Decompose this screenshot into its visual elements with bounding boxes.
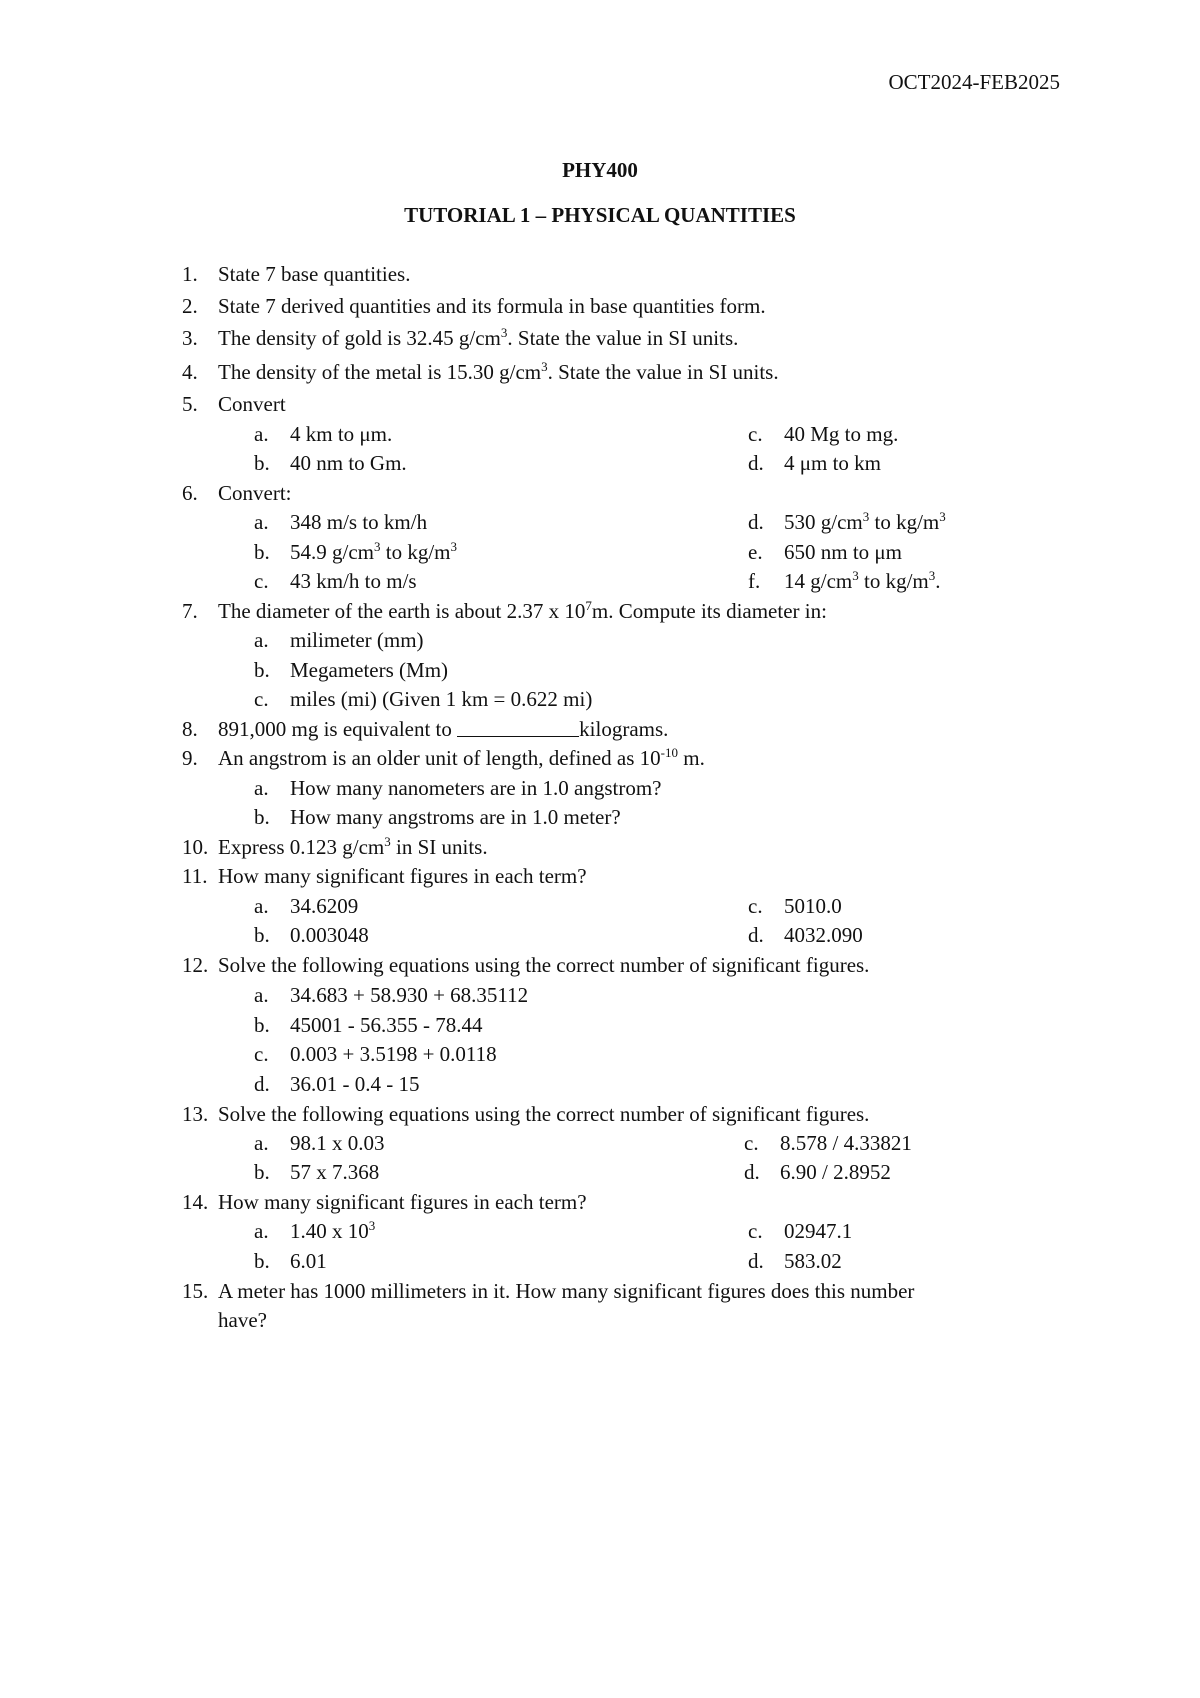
sub-item-12b — [254, 1013, 483, 1038]
sub-text: How many angstroms are in 1.0 meter? — [290, 805, 621, 829]
sub-letter: d. — [744, 1160, 760, 1184]
sub-text: 98.1 x 0.03 — [290, 1131, 385, 1155]
sub-item-12c — [254, 1042, 497, 1067]
sub-letter: b. — [254, 1160, 270, 1184]
sub-letter: c. — [744, 1131, 759, 1155]
sub-item-5d — [748, 451, 881, 476]
question-12 — [182, 953, 869, 978]
sub-text: 34.6209 — [290, 894, 359, 918]
question-number: 7. — [182, 599, 198, 623]
answer-blank — [457, 718, 579, 737]
superscript: 3 — [450, 539, 458, 554]
sub-letter: a. — [254, 776, 269, 800]
sub-item-5c — [748, 422, 898, 447]
question-number: 11. — [182, 864, 208, 888]
question-number: 1. — [182, 262, 198, 286]
question-1 — [182, 262, 410, 287]
question-number: 3. — [182, 326, 198, 350]
superscript: 3 — [928, 568, 936, 583]
question-text: kilograms. — [579, 717, 669, 741]
sub-letter: a. — [254, 1131, 269, 1155]
sub-item-6a — [254, 510, 427, 535]
question-9 — [182, 746, 705, 771]
question-11 — [182, 864, 587, 889]
superscript: 3 — [541, 359, 548, 374]
question-text: Solve the following equations using the correct number of significant figures. — [218, 953, 870, 977]
sub-letter: a. — [254, 1219, 269, 1243]
sub-text: 40 nm to Gm. — [290, 451, 407, 475]
sub-item-14a — [254, 1219, 375, 1244]
sub-letter: e. — [748, 540, 763, 564]
sub-item-6d — [748, 510, 946, 535]
sub-text: 54.9 g/cm — [290, 540, 374, 564]
sub-letter: c. — [748, 894, 763, 918]
sub-text: 57 x 7.368 — [290, 1160, 380, 1184]
sub-text: 650 nm to μm — [784, 540, 903, 564]
question-5 — [182, 392, 286, 417]
tutorial-title: TUTORIAL 1 – PHYSICAL QUANTITIES — [404, 203, 796, 227]
sub-text: 8.578 / 4.33821 — [780, 1131, 912, 1155]
sub-letter: b. — [254, 1249, 270, 1273]
question-number: 6. — [182, 481, 198, 505]
question-number: 15. — [182, 1279, 209, 1303]
question-text: How many significant figures in each term? — [218, 864, 587, 888]
sub-item-5b — [254, 451, 407, 476]
question-15 — [182, 1279, 914, 1304]
sub-letter: b. — [254, 805, 270, 829]
sub-letter: b. — [254, 923, 270, 947]
sub-text: 6.90 / 2.8952 — [780, 1160, 891, 1184]
sub-text: 348 m/s to km/h — [290, 510, 428, 534]
sub-letter: f. — [748, 569, 761, 593]
sub-text: 1.40 x 10 — [290, 1219, 369, 1243]
sub-letter: d. — [748, 510, 764, 534]
sub-item-14b — [254, 1249, 327, 1274]
course-code: PHY400 — [562, 158, 638, 182]
question-text: The density of the metal is 15.30 g/cm — [218, 360, 542, 384]
question-text: The density of gold is 32.45 g/cm — [218, 326, 501, 350]
sub-letter: a. — [254, 422, 269, 446]
sub-letter: d. — [254, 1072, 270, 1096]
superscript: 3 — [384, 834, 391, 849]
sub-item-13c — [744, 1131, 912, 1156]
question-text: An angstrom is an older unit of length, defined as 10 — [218, 746, 661, 770]
sub-item-6b — [254, 540, 457, 565]
sub-item-11b — [254, 923, 369, 948]
sub-letter: c. — [748, 1219, 763, 1243]
question-text: A meter has 1000 millimeters in it. How many significant figures does this number — [218, 1279, 915, 1303]
sub-letter: b. — [254, 540, 270, 564]
question-number: 13. — [182, 1102, 209, 1126]
sub-item-11a — [254, 894, 358, 919]
question-text: How many significant figures in each term? — [218, 1190, 587, 1214]
sub-text: 583.02 — [784, 1249, 842, 1273]
sub-item-12a — [254, 983, 528, 1008]
sub-text: 45001 - 56.355 - 78.44 — [290, 1013, 483, 1037]
sub-text: 4 km to μm. — [290, 422, 393, 446]
question-10 — [182, 835, 488, 860]
sub-text: 530 g/cm — [784, 510, 863, 534]
superscript: 3 — [374, 539, 381, 554]
superscript: 3 — [862, 509, 870, 524]
question-text: Solve the following equations using the correct number of significant figures. — [218, 1102, 870, 1126]
sub-text: 6.01 — [290, 1249, 327, 1273]
sub-item-12d — [254, 1072, 420, 1097]
sub-letter: a. — [254, 894, 269, 918]
superscript: 7 — [585, 598, 592, 613]
sub-text: 4032.090 — [784, 923, 863, 947]
superscript: 3 — [852, 568, 859, 583]
superscript: 3 — [500, 325, 508, 340]
question-14 — [182, 1190, 587, 1215]
question-4 — [182, 360, 779, 385]
sub-item-6e — [748, 540, 902, 565]
sub-item-14d — [748, 1249, 842, 1274]
sub-text: 5010.0 — [784, 894, 842, 918]
sub-text: 36.01 - 0.4 - 15 — [290, 1072, 420, 1096]
sub-letter: a. — [254, 628, 269, 652]
sub-item-11c — [748, 894, 842, 919]
question-number: 12. — [182, 953, 209, 977]
sub-text: Megameters (Mm) — [290, 658, 449, 682]
sub-letter: a. — [254, 983, 269, 1007]
superscript: 3 — [939, 509, 946, 524]
sub-item-7a — [254, 628, 424, 653]
sub-item-13b — [254, 1160, 379, 1185]
sub-text: to kg/m — [380, 540, 451, 564]
question-3 — [182, 326, 738, 351]
sub-text: 43 km/h to m/s — [290, 569, 417, 593]
sub-item-9b — [254, 805, 621, 830]
sub-letter: c. — [254, 1042, 269, 1066]
sub-text: milimeter (mm) — [290, 628, 424, 652]
question-number: 9. — [182, 746, 198, 770]
question-13 — [182, 1102, 869, 1127]
question-2 — [182, 294, 766, 319]
sub-text: 0.003 + 3.5198 + 0.0118 — [290, 1042, 497, 1066]
sub-letter: c. — [748, 422, 763, 446]
question-text: Express 0.123 g/cm — [218, 835, 385, 859]
sub-text: 40 Mg to mg. — [784, 422, 899, 446]
sub-item-13a — [254, 1131, 385, 1156]
superscript: -10 — [660, 745, 679, 760]
sub-text: 02947.1 — [784, 1219, 853, 1243]
sub-item-5a — [254, 422, 392, 447]
question-text: . State the value in SI units. — [547, 360, 779, 384]
question-text: Convert: — [218, 481, 292, 505]
sub-letter: b. — [254, 658, 270, 682]
question-number: 4. — [182, 360, 198, 384]
sub-text: 4 μm to km — [784, 451, 882, 475]
sub-letter: b. — [254, 451, 270, 475]
sub-item-7c — [254, 687, 592, 712]
sub-text: . — [935, 569, 941, 593]
question-text: State 7 base quantities. — [218, 262, 411, 286]
question-number: 5. — [182, 392, 198, 416]
sub-letter: a. — [254, 510, 269, 534]
question-8 — [182, 717, 668, 742]
sub-item-13d — [744, 1160, 891, 1185]
sub-text: 0.003048 — [290, 923, 369, 947]
sub-item-7b — [254, 658, 448, 683]
sub-text: 14 g/cm — [784, 569, 853, 593]
question-number: 2. — [182, 294, 198, 318]
question-text: State 7 derived quantities and its formula in base quantities form. — [218, 294, 766, 318]
sub-letter: d. — [748, 451, 764, 475]
sub-letter: c. — [254, 569, 269, 593]
question-text: Convert — [218, 392, 286, 416]
question-15-continuation: have? — [218, 1308, 267, 1332]
question-text: The diameter of the earth is about 2.37 x 10 — [218, 599, 586, 623]
sub-text: to kg/m — [858, 569, 929, 593]
sub-text: to kg/m — [869, 510, 940, 534]
sub-item-11d — [748, 923, 863, 948]
question-7 — [182, 599, 827, 624]
sub-letter: d. — [748, 1249, 764, 1273]
question-number: 8. — [182, 717, 198, 741]
sub-letter: b. — [254, 1013, 270, 1037]
question-text: m. — [678, 746, 705, 770]
superscript: 3 — [368, 1218, 376, 1233]
question-text: in SI units. — [390, 835, 488, 859]
sub-item-9a — [254, 776, 661, 801]
question-text: m. Compute its diameter in: — [591, 599, 827, 623]
session-label: OCT2024-FEB2025 — [888, 70, 1060, 94]
question-number: 10. — [182, 835, 209, 859]
sub-text: How many nanometers are in 1.0 angstrom? — [290, 776, 662, 800]
sub-text: 34.683 + 58.930 + 68.35112 — [290, 983, 529, 1007]
question-number: 14. — [182, 1190, 209, 1214]
sub-letter: d. — [748, 923, 764, 947]
question-6 — [182, 481, 292, 506]
sub-item-14c — [748, 1219, 852, 1244]
sub-item-6f — [748, 569, 941, 594]
question-text: 891,000 mg is equivalent to — [218, 717, 458, 741]
question-text: . State the value in SI units. — [507, 326, 739, 350]
sub-letter: c. — [254, 687, 269, 711]
sub-text: miles (mi) (Given 1 km = 0.622 mi) — [290, 687, 593, 711]
sub-item-6c — [254, 569, 417, 594]
